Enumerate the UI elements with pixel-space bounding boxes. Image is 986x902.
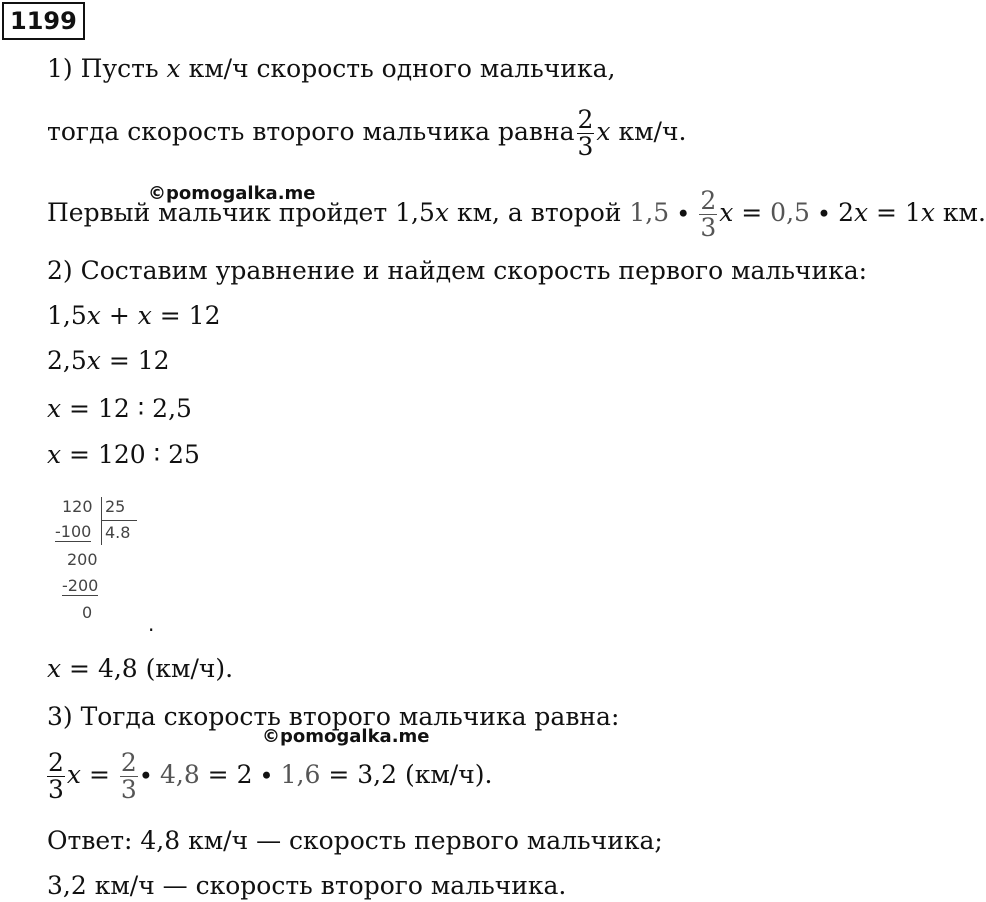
quotient: 4.8 [105,523,131,542]
step1-line2 [47,104,686,160]
operator: ∙ [139,760,160,789]
text: км, а второй [449,198,630,227]
equation-1 [47,301,220,331]
fraction [120,750,138,803]
watermark-top: ©pomogalka.me [148,183,316,204]
denominator: 3 [577,132,594,161]
text: = 120 ∶ 25 [61,440,200,469]
text: = 12 [100,346,170,375]
variable: x [47,440,62,469]
variable: x [166,54,181,83]
operator: = [733,198,771,227]
operator: ∙ [669,198,698,227]
remainder-1: 200 [67,550,98,569]
text: км/ч. [610,117,687,146]
dividend: 120 [62,497,93,516]
value: 1,5 [629,198,670,227]
text: = 12 ∶ 2,5 [61,394,192,423]
text: = 12 [151,301,221,330]
variable: x [66,760,82,789]
text: км/ч скорость одного мальчика, [180,54,616,83]
text: 1,5 [47,301,87,330]
equation-3 [47,394,192,424]
fraction [47,750,65,803]
step3-title: 3) Тогда скорость второго мальчика равна: [47,702,620,731]
text: Первый мальчик пройдет 1,5 [47,198,435,227]
fraction [577,107,595,160]
variable: x [47,394,62,423]
variable: x [47,654,62,683]
answer-line-2: 3,2 км/ч — скорость второго мальчика. [47,871,567,900]
variable: x [137,301,152,330]
watermark-bottom: ©pomogalka.me [262,726,430,747]
denominator: 3 [700,213,717,242]
text: = 1 [868,198,921,227]
equation-4 [47,440,200,470]
remainder-2: 0 [82,603,93,622]
text: 1) Пусть [47,54,167,83]
numerator: 2 [700,186,717,215]
text: = 2 ∙ [199,760,281,789]
variable: x [920,198,935,227]
variable: x [719,198,734,227]
division-vertical-bar [101,497,102,545]
problem-number-badge: 1199 [2,2,85,40]
step3-calculation [47,747,492,803]
step2-title: 2) Составим уравнение и найдем скорость первого мальчика: [47,256,868,285]
text: ∙ 2 [809,198,854,227]
text: тогда скорость второго мальчика равна [47,117,575,146]
variable: x [854,198,869,227]
numerator: 2 [577,105,594,134]
denominator: 3 [120,775,137,804]
division-horizontal-bar [101,520,137,521]
text: = 3,2 (км/ч). [320,760,493,789]
text: = 4,8 (км/ч). [61,654,234,683]
text: 2,5 [47,346,87,375]
variable: x [596,117,611,146]
denominator: 3 [48,775,64,804]
subtrahend-2: -200 [62,576,99,595]
operator: + [100,301,138,330]
fraction [699,188,717,241]
operator: = [81,760,118,789]
text: км. [934,198,986,227]
variable: x [86,346,101,375]
step1-line3 [47,185,986,241]
variable: x [86,301,101,330]
equation-2 [47,346,170,376]
value: 4,8 [159,760,200,789]
variable: x [434,198,449,227]
divisor: 25 [105,497,126,516]
value: 1,6 [280,760,321,789]
numerator: 2 [48,748,64,777]
division-dot: . [148,612,155,636]
numerator: 2 [120,748,137,777]
answer-line-1: Ответ: 4,8 км/ч — скорость первого мальчика; [47,826,663,855]
step1-line1 [47,54,615,84]
subtrahend-1: -100 [55,522,92,541]
result-x [47,654,233,684]
value: 0,5 [770,198,810,227]
